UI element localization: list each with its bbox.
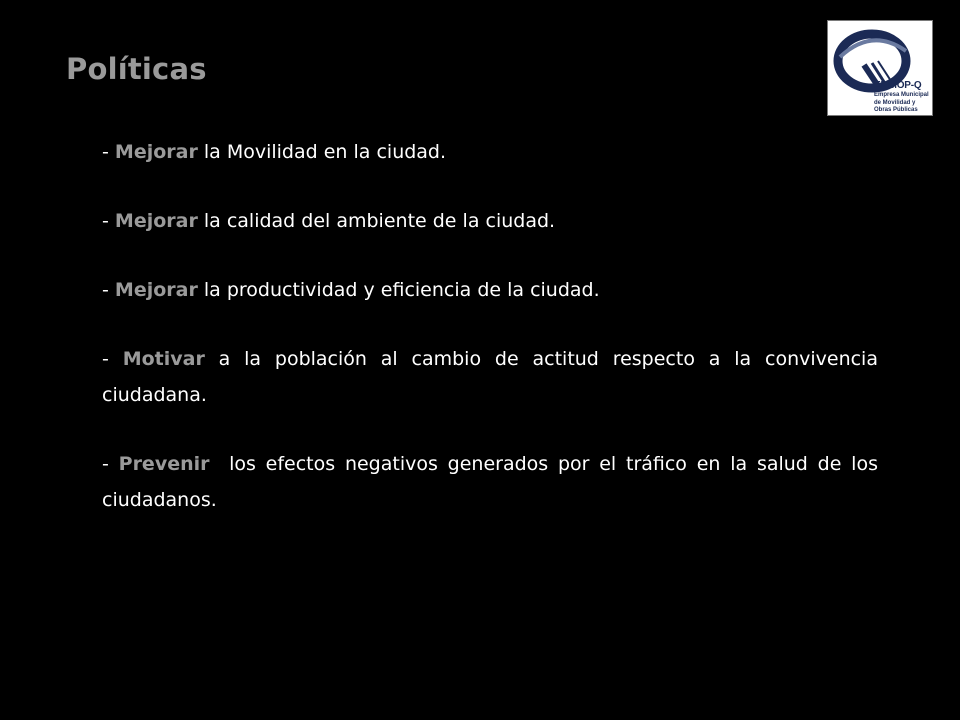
- policy-dash: -: [102, 279, 115, 301]
- policy-text: la Movilidad en la ciudad.: [197, 141, 447, 163]
- logo-text: [874, 81, 933, 114]
- policy-verb: Prevenir: [118, 453, 210, 475]
- policy-dash: -: [102, 348, 123, 370]
- slide-title: Políticas: [66, 52, 207, 86]
- policy-verb: Mejorar: [114, 279, 198, 301]
- policy-item: [102, 446, 885, 518]
- policy-verb: Mejorar: [114, 210, 198, 232]
- policy-dash: -: [102, 210, 115, 232]
- logo-name: EMMOP-Q: [874, 80, 922, 91]
- emmop-q-logo: [827, 20, 933, 116]
- policy-verb: Motivar: [122, 348, 205, 370]
- policy-item: [102, 134, 878, 170]
- policy-verb: Mejorar: [114, 141, 198, 163]
- policy-dash: -: [102, 453, 119, 475]
- logo-subtitle-3: Obras Públicas: [874, 107, 918, 113]
- policy-item: [102, 341, 878, 413]
- policy-item: [102, 272, 878, 308]
- policy-item: [102, 203, 878, 239]
- logo-subtitle-2: de Movilidad y: [874, 99, 916, 106]
- policy-text: a la población al cambio de actitud respecto a la convivencia ciudadana.: [102, 348, 878, 406]
- logo-subtitle-1: Empresa Municipal: [874, 92, 929, 98]
- policy-dash: -: [102, 141, 115, 163]
- policy-list: [102, 134, 885, 551]
- policy-text: la calidad del ambiente de la ciudad.: [197, 210, 556, 232]
- policy-text: la productividad y eficiencia de la ciudad.: [197, 279, 600, 301]
- policy-text: los efectos negativos generados por el tráfico en la salud de los ciudadanos.: [102, 453, 885, 511]
